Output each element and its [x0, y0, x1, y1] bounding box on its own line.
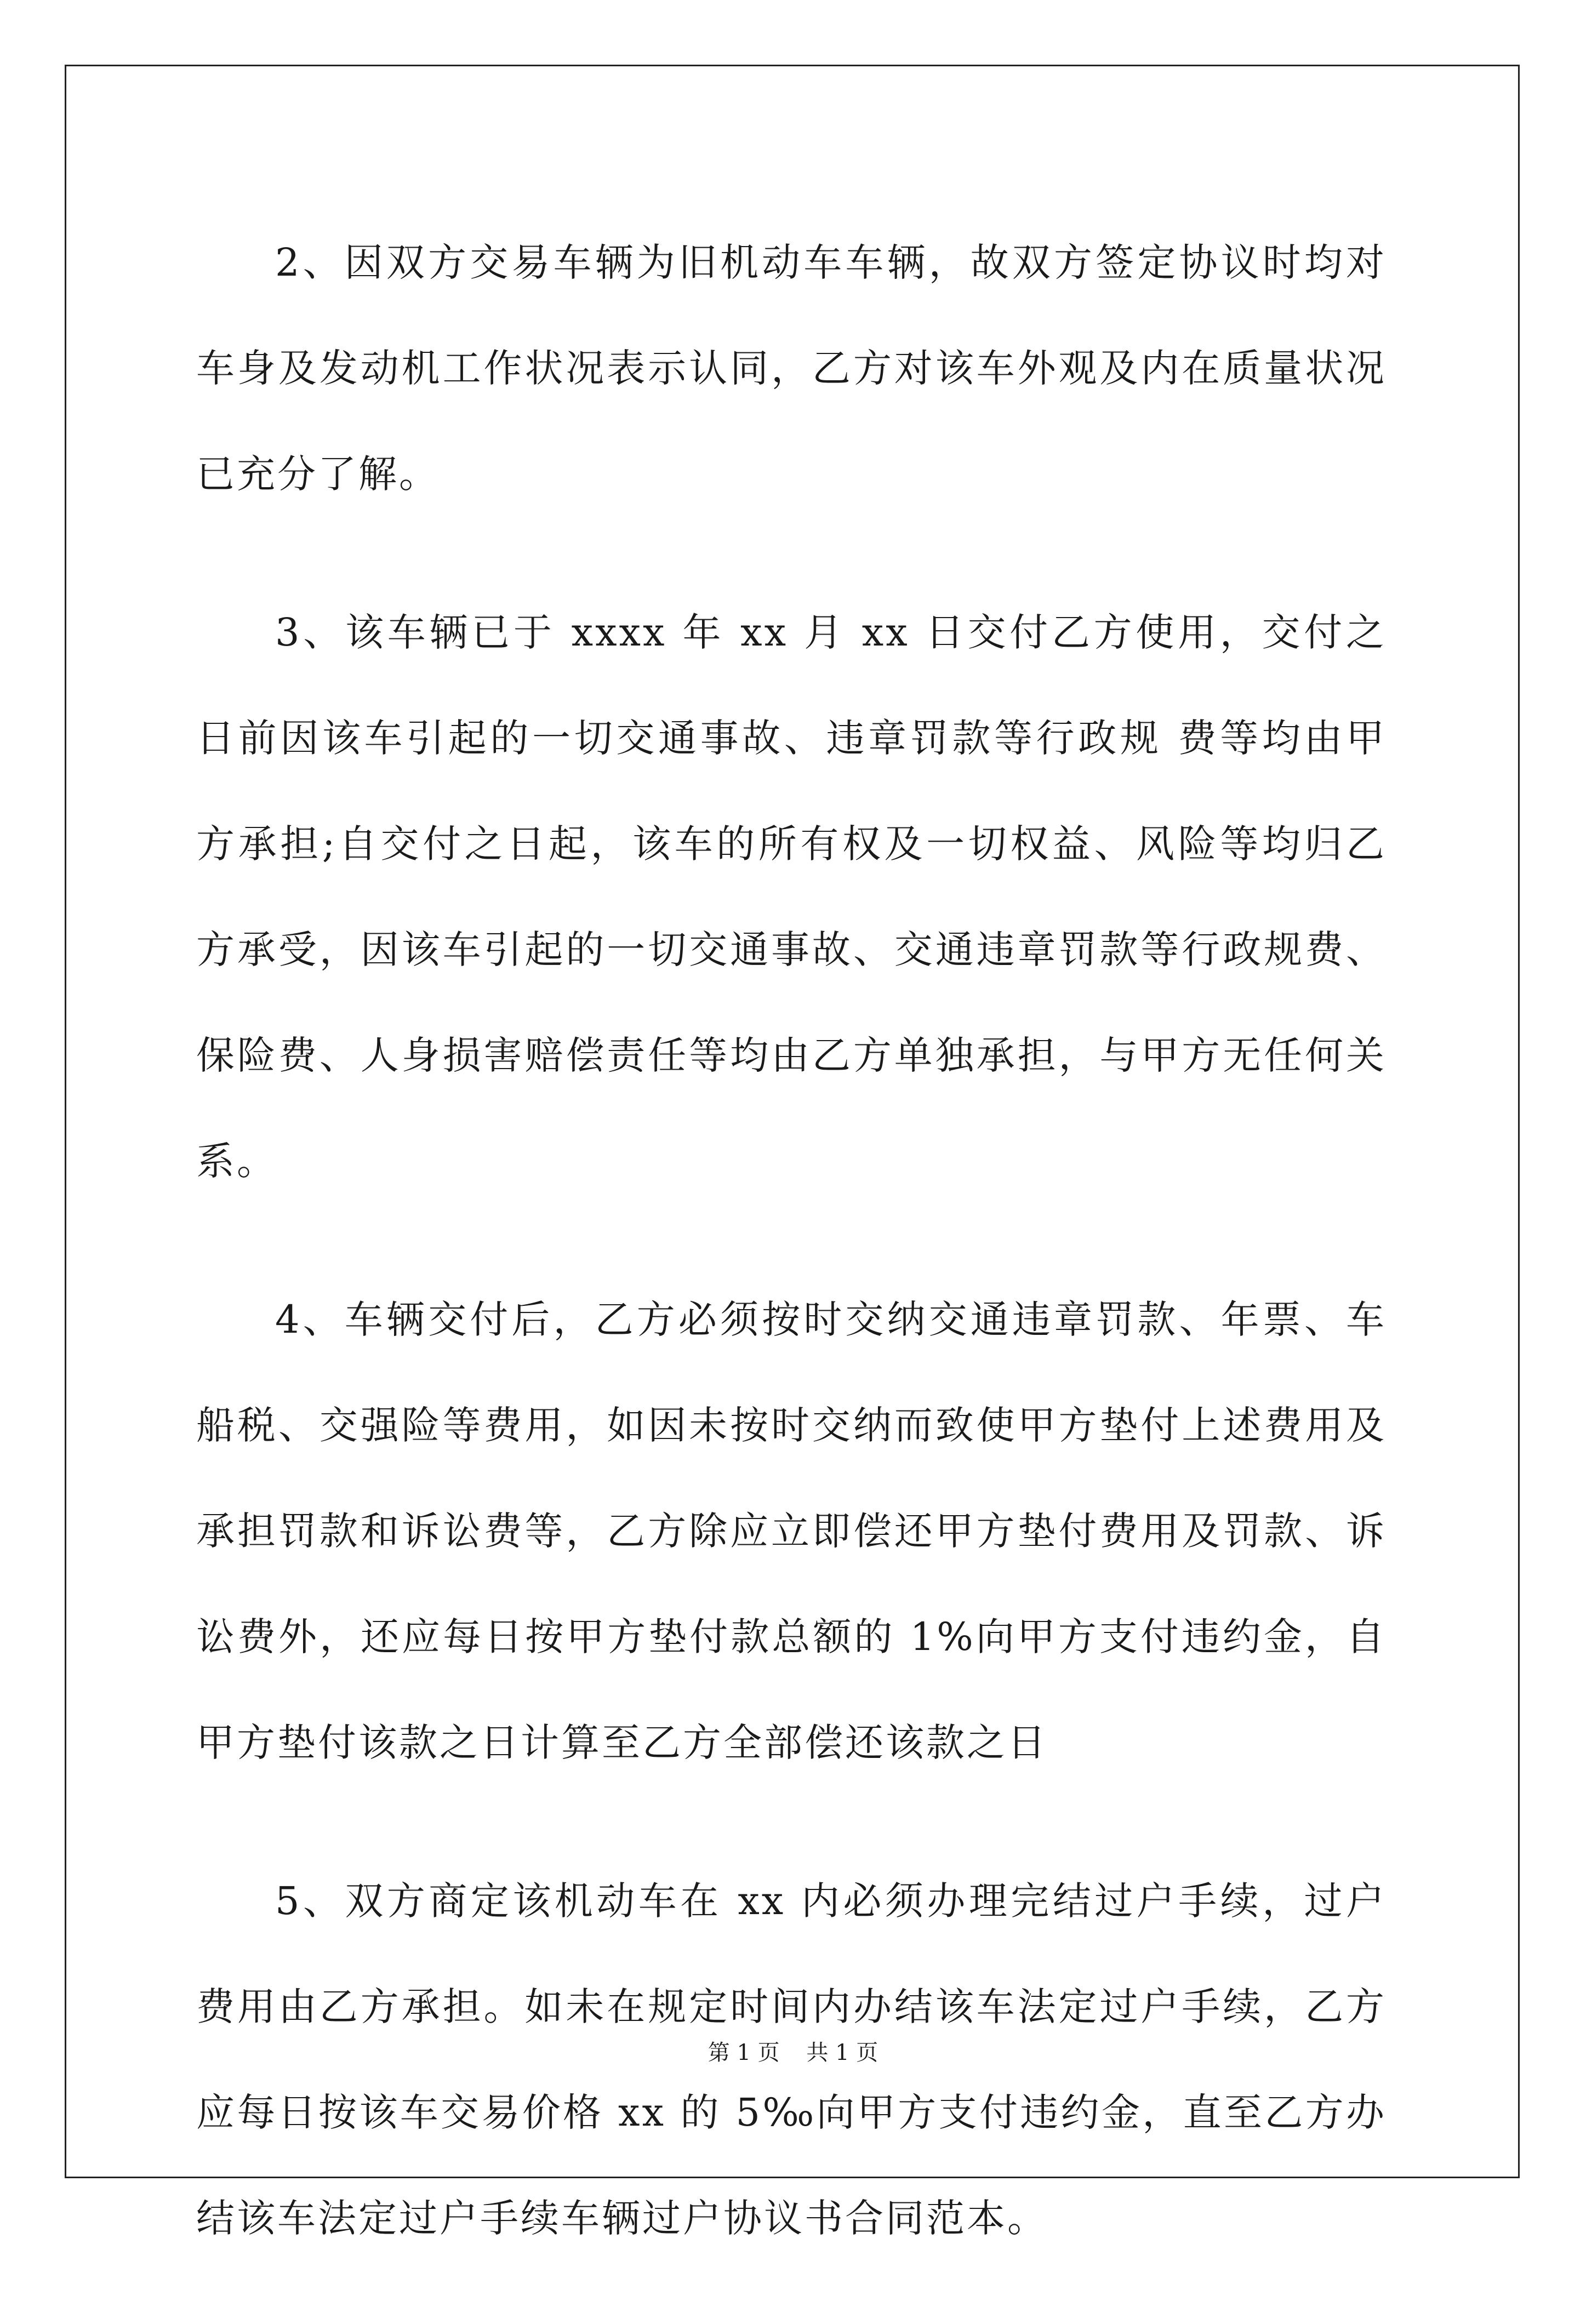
paragraph-clause-4: 4、车辆交付后，乙方必须按时交纳交通违章罚款、年票、车船税、交强险等费用，如因未按时交纳而致使甲方垫付上述费用及承担罚款和诉讼费等，乙方除应立即偿还甲方垫付费用及罚款、诉讼费外，还应每日按甲方垫付款总额的 1%向甲方支付违约金，自甲方垫付该款之日计算至乙方全部偿还该款之日 — [196, 1297, 1387, 1765]
paragraph-clause-2: 2、因双方交易车辆为旧机动车车辆，故双方签定协议时均对车身及发动机工作状况表示认同，乙方对该车外观及内在质量状况已充分了解。 — [196, 240, 1387, 496]
page-number-total: 共 1 页 — [806, 2040, 878, 2065]
paragraph-clause-3: 3、该车辆已于 xxxx 年 xx 月 xx 日交付乙方使用，交付之日前因该车引起的一切交通事故、违章罚款等行政规 费等均由甲方承担;自交付之日起，该车的所有权及一切权益、风险等均归乙方承受，因该车引起的一切交通事故、交通违章罚款等行政规费、保险费、人身损害赔偿责任等均由乙方单独承担，与甲方无任何关系。 — [196, 610, 1387, 1184]
document-body — [196, 210, 1387, 2324]
page-number-current: 第 1 页 — [708, 2040, 780, 2065]
page-footer — [0, 2037, 1586, 2068]
paragraph-clause-5: 5、双方商定该机动车在 xx 内必须办理完结过户手续，过户费用由乙方承担。如未在规定时间内办结该车法定过户手续，乙方应每日按该车交易价格 xx 的 5‰向甲方支付违约金，直至乙方办结该车法定过户手续车辆过户协议书合同范本。 — [196, 1878, 1387, 2241]
